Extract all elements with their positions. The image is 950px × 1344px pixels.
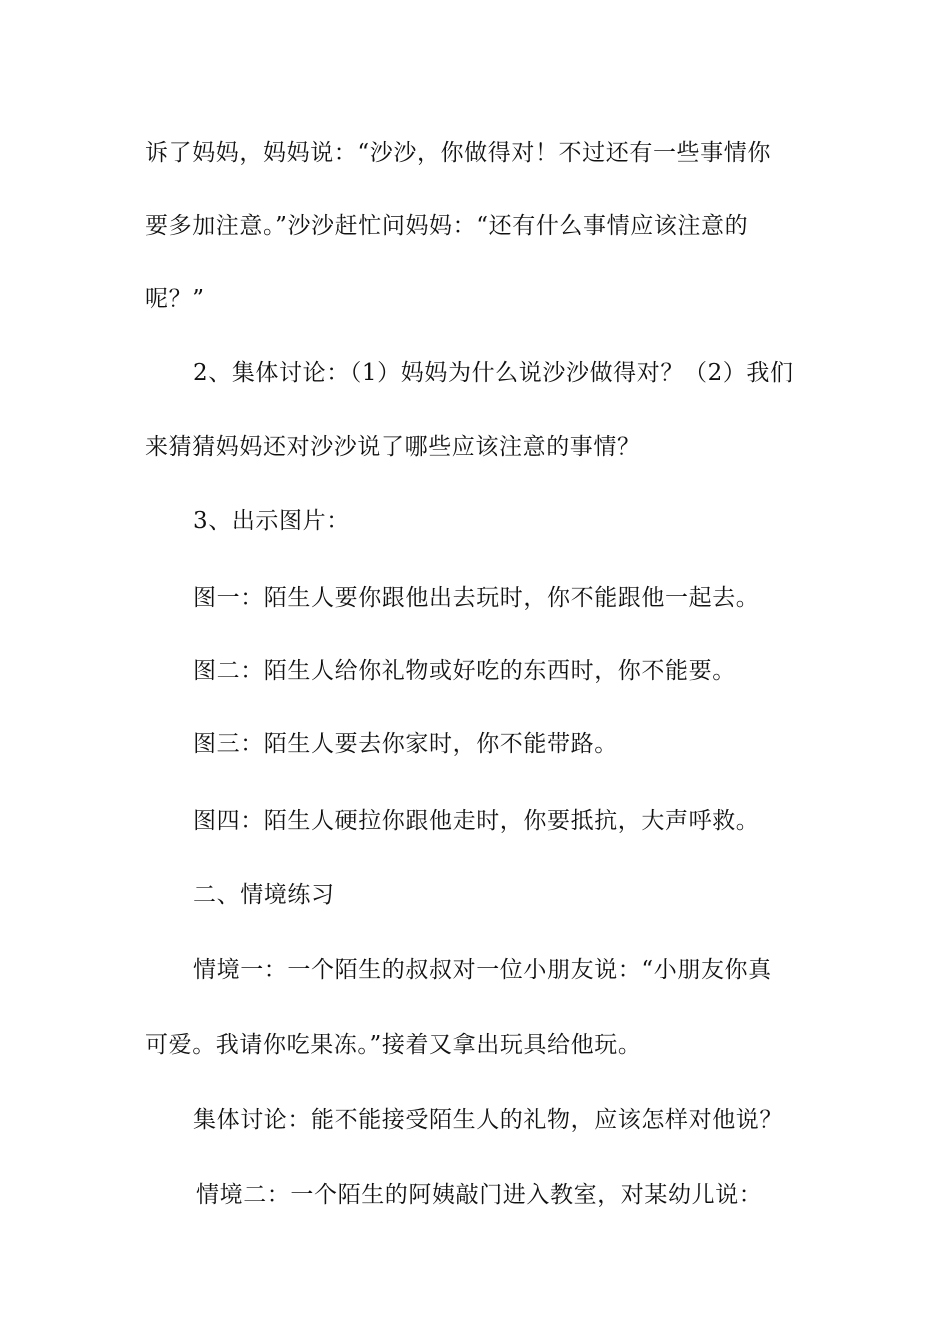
situation-two-line-1: 情境二：一个陌生的阿姨敲门进入教室，对某幼儿说： [196,1182,763,1208]
section-heading-situation-practice: 二、情境练习 [193,882,335,908]
paragraph-line-3: 呢？” [145,286,205,312]
situation-one-line-2: 可爱。我请你吃果冻。”接着又拿出玩具给他玩。 [145,1032,642,1058]
discussion-line-1: 2、集体讨论：（1）妈妈为什么说沙沙做得对？（2）我们 [193,360,794,386]
picture-one-text: 图一：陌生人要你跟他出去玩时，你不能跟他一起去。 [193,585,760,611]
group-discussion-question: 集体讨论：能不能接受陌生人的礼物，应该怎样对他说？ [193,1107,783,1133]
paragraph-line-1: 诉了妈妈，妈妈说：“沙沙，你做得对！不过还有一些事情你 [145,140,771,166]
picture-two-text: 图二：陌生人给你礼物或好吃的东西时，你不能要。 [193,658,736,684]
picture-four-text: 图四：陌生人硬拉你跟他走时，你要抵抗，大声呼救。 [193,808,760,834]
situation-one-line-1: 情境一：一个陌生的叔叔对一位小朋友说：“小朋友你真 [193,957,772,983]
paragraph-line-2: 要多加注意。”沙沙赶忙问妈妈：“还有什么事情应该注意的 [145,213,749,239]
show-pictures-heading: 3、出示图片： [193,508,350,534]
picture-three-text: 图三：陌生人要去你家时，你不能带路。 [193,731,618,757]
discussion-line-2: 来猜猜妈妈还对沙沙说了哪些应该注意的事情？ [145,434,641,460]
